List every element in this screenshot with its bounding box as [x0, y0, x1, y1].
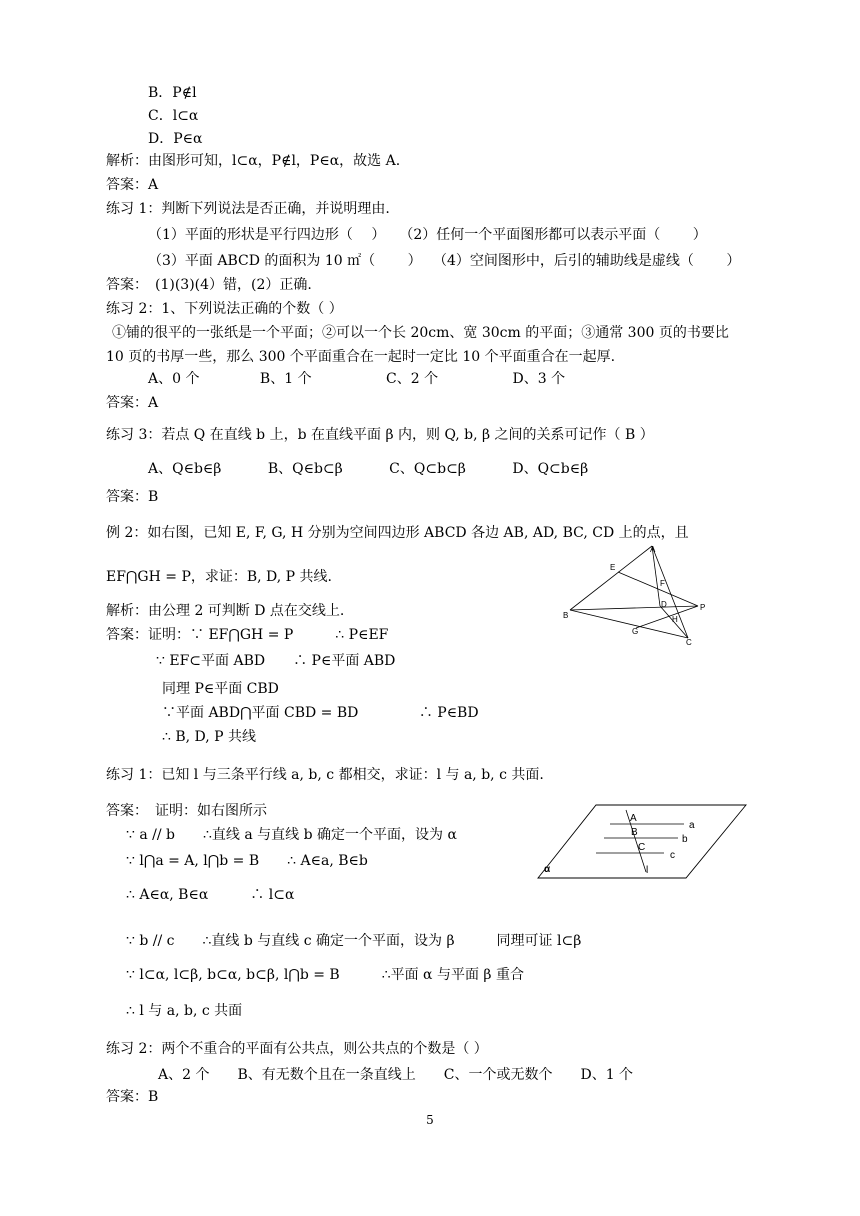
text-line: ①铺的很平的一张纸是一个平面；②可以一个长 20cm、宽 30cm 的平面；③通常 300 页的书要比 [112, 325, 729, 341]
text-line: 答案：B [106, 489, 159, 505]
label-P: P [700, 603, 706, 612]
text-line: A、Q∈b∈β B、Q∈b⊂β C、Q⊂b⊂β D、Q⊂b∈β [148, 461, 589, 477]
label-A: A [650, 545, 656, 554]
text-line: 练习 2：1、下列说法正确的个数（ ） [106, 301, 343, 317]
label-pt-A: A [630, 813, 637, 824]
page-number: 5 [426, 1113, 434, 1127]
label-line-a: a [689, 820, 695, 831]
label-H: H [672, 615, 678, 624]
text-line: ∵ l⊂α, l⊂β, b⊂α, b⊂β, l⋂b = B ∴平面 α 与平面 β 重合 [126, 967, 524, 983]
text-line: D．P∈α [148, 131, 203, 147]
label-pt-C: C [638, 842, 646, 853]
text-line: B．P∉l [148, 85, 197, 101]
text-line: ∴ A∈α, B∈α ∴ l⊂α [126, 887, 295, 903]
label-C: C [686, 638, 692, 647]
text-line: （1）平面的形状是平行四边形（ ） （2）任何一个平面图形都可以表示平面（ ） [148, 227, 707, 243]
text-line: 答案： (1)(3)(4）错，(2）正确. [106, 277, 312, 293]
text-line: 答案：证明：∵ EF⋂GH = P ∴ P∈EF [106, 627, 389, 643]
label-line-l: l [646, 865, 649, 876]
text-line: EF⋂GH = P，求证：B, D, P 共线. [106, 569, 332, 585]
text-line: ∵ l⋂a = A, l⋂b = B ∴ A∈a, B∈b [126, 853, 368, 869]
text-line: ∴ B, D, P 共线 [162, 729, 257, 745]
text-line: ∴ l 与 a, b, c 共面 [126, 1003, 243, 1019]
text-line: 答案：A [106, 395, 159, 411]
label-pt-B: B [631, 827, 638, 838]
text-line: A、2 个 B、有无数个且在一条直线上 C、一个或无数个 D、1 个 [158, 1067, 634, 1083]
text-line: 答案：B [106, 1089, 159, 1105]
label-D: D [661, 600, 667, 609]
text-line: （3）平面 ABCD 的面积为 10 ㎡（ ） （4）空间图形中，后引的辅助线是虚线（ ） [148, 253, 741, 269]
text-line: 练习 1：已知 l 与三条平行线 a, b, c 都相交，求证：l 与 a, b, c 共面. [106, 767, 544, 783]
label-line-c: c [670, 850, 675, 861]
text-line: 解析：由公理 2 可判断 D 点在交线上. [106, 603, 345, 619]
text-line: ∵ a // b ∴直线 a 与直线 b 确定一个平面，设为 α [126, 827, 457, 843]
plane-figure [534, 800, 748, 882]
text-line: 练习 2：两个不重合的平面有公共点，则公共点的个数是（ ） [106, 1041, 488, 1057]
quadrilateral-figure [560, 540, 710, 650]
text-line: ∵ EF⊂平面 ABD ∴ P∈平面 ABD [156, 653, 396, 669]
text-line: 练习 3：若点 Q 在直线 b 上，b 在直线平面 β 内，则 Q, b, β 之间的关系可记作（ B ） [106, 427, 654, 443]
label-G: G [632, 627, 639, 636]
text-line: 答案： 证明：如右图所示 [106, 803, 267, 819]
label-B: B [563, 611, 569, 620]
label-F: F [660, 579, 665, 588]
text-line: A、0 个 B、1 个 C、2 个 D、3 个 [148, 371, 566, 387]
text-line: 同理 P∈平面 CBD [162, 681, 279, 697]
text-line: 练习 1：判断下列说法是否正确，并说明理由. [106, 201, 390, 217]
label-E: E [610, 563, 616, 572]
text-line: 10 页的书厚一些，那么 300 个平面重合在一起时一定比 10 个平面重合在一起厚. [106, 349, 616, 365]
text-line: C．l⊂α [148, 108, 199, 124]
label-line-b: b [682, 834, 688, 845]
text-line: ∵平面 ABD⋂平面 CBD = BD ∴ P∈BD [162, 705, 479, 721]
text-line: 解析：由图形可知，l⊂α，P∉l，P∈α，故选 A. [106, 153, 401, 169]
text-line: 答案：A [106, 177, 159, 193]
text-line: 例 2：如右图，已知 E, F, G, H 分别为空间四边形 ABCD 各边 AB, AD, BC, CD 上的点，且 [106, 525, 689, 541]
label-alpha: α [544, 864, 551, 875]
text-line: ∵ b // c ∴直线 b 与直线 c 确定一个平面，设为 β 同理可证 l⊂β [126, 933, 582, 949]
